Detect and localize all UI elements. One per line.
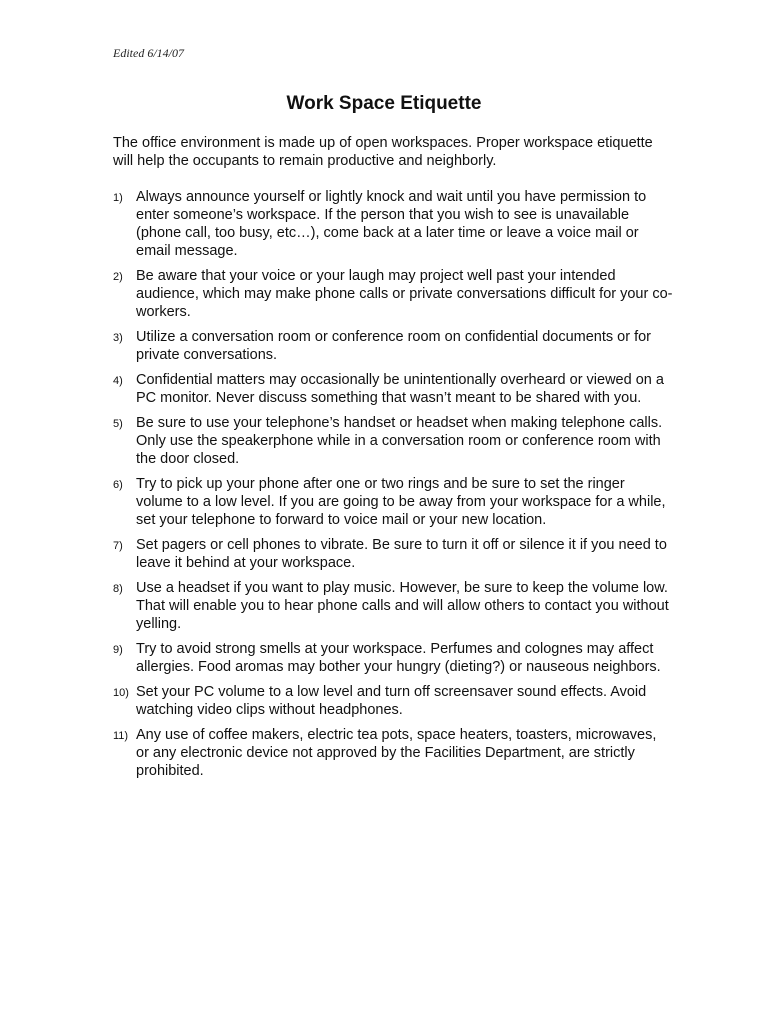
etiquette-list — [113, 188, 673, 787]
item-text: Always announce yourself or lightly knock and wait until you have permission to enter someone’s workspace. If the person that you wish to see is unavailable (phone call, too busy, etc…), come back at a later time or leave a voice mail or email message. — [136, 189, 647, 259]
item-text: Be aware that your voice or your laugh may project well past your intended audience, which may make phone calls or private conversations difficult for your co-workers. — [136, 268, 673, 320]
list-item — [113, 267, 673, 321]
item-text: Try to avoid strong smells at your workspace. Perfumes and colognes may affect allergies. Food aromas may bother your hungry (dieting?) or nauseous neighbors. — [136, 641, 661, 675]
item-number: 6) — [113, 479, 123, 491]
list-item — [113, 536, 673, 572]
item-number: 2) — [113, 271, 123, 283]
item-number: 4) — [113, 375, 123, 387]
list-item — [113, 726, 673, 780]
list-item — [113, 328, 673, 364]
item-number: 7) — [113, 540, 123, 552]
edited-date: Edited 6/14/07 — [113, 46, 184, 60]
document-title: Work Space Etiquette — [286, 93, 482, 114]
list-item — [113, 683, 673, 719]
item-number: 8) — [113, 583, 123, 595]
item-text: Set pagers or cell phones to vibrate. Be sure to turn it off or silence it if you need to leave it behind at your workspace. — [136, 537, 667, 571]
item-text: Any use of coffee makers, electric tea pots, space heaters, toasters, microwaves, or any electronic device not approved by the Facilities Department, are strictly prohibited. — [136, 727, 657, 779]
item-text: Utilize a conversation room or conference room on confidential documents or for private conversations. — [136, 329, 652, 363]
list-item — [113, 371, 673, 407]
item-text: Be sure to use your telephone’s handset or headset when making telephone calls. Only use the speakerphone while in a conversation room or conference room with the door closed. — [136, 415, 663, 467]
intro-paragraph: The office environment is made up of open workspaces. Proper workspace etiquette will help the occupants to remain productive and neighborly. — [113, 135, 653, 169]
item-text: Confidential matters may occasionally be unintentionally overheard or viewed on a PC monitor. Never discuss something that wasn’t meant to be shared with you. — [136, 372, 664, 406]
list-item — [113, 475, 673, 529]
item-number: 3) — [113, 332, 123, 344]
list-item — [113, 640, 673, 676]
item-text: Set your PC volume to a low level and turn off screensaver sound effects. Avoid watching video clips without headphones. — [136, 684, 647, 718]
list-item — [113, 188, 673, 260]
item-number: 10) — [113, 687, 129, 699]
list-item — [113, 579, 673, 633]
list-item — [113, 414, 673, 468]
item-number: 5) — [113, 418, 123, 430]
item-text: Use a headset if you want to play music. However, be sure to keep the volume low. That will enable you to hear phone calls and will allow others to contact you without yelling. — [136, 580, 669, 632]
item-text: Try to pick up your phone after one or two rings and be sure to set the ringer volume to a low level. If you are going to be away from your workspace for a while, set your telephone to forward to voice mail or your new location. — [136, 476, 666, 528]
item-number: 9) — [113, 644, 123, 656]
item-number: 11) — [113, 730, 129, 742]
item-number: 1) — [113, 192, 123, 204]
